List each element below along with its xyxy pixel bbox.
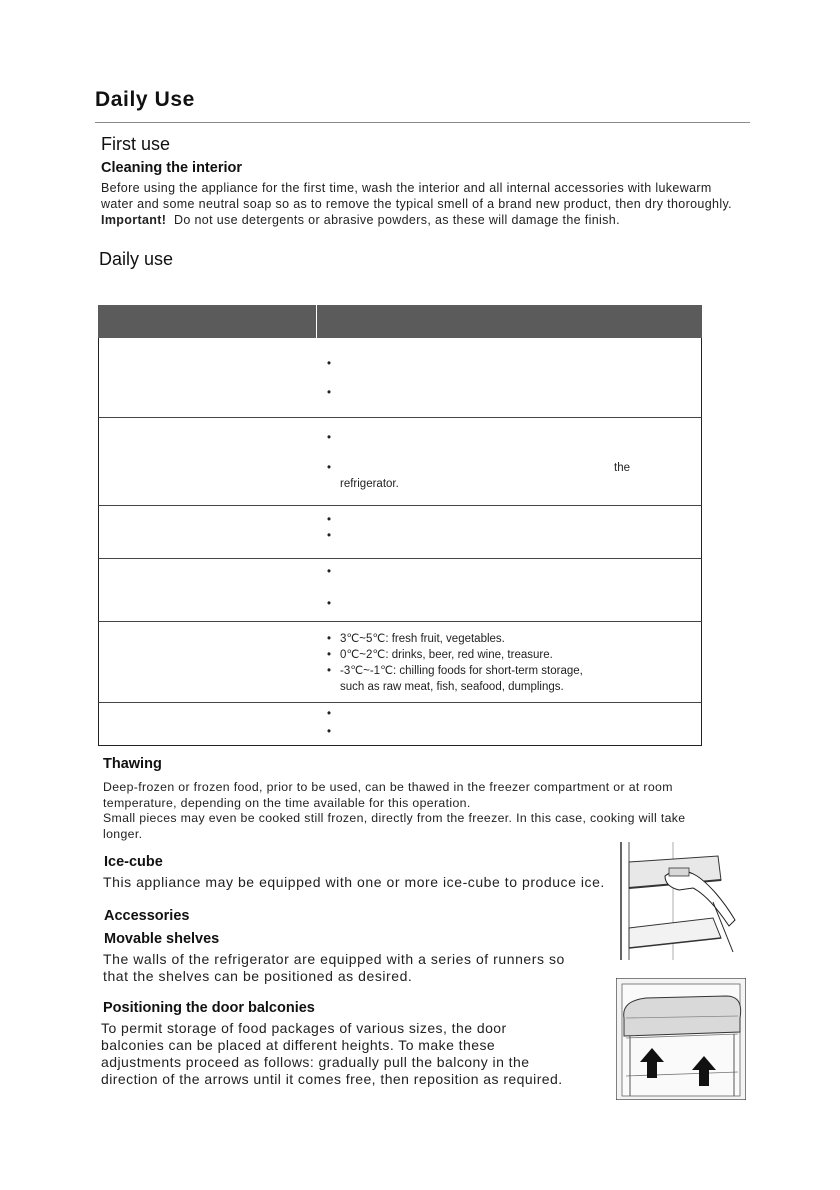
door-balcony-illustration [616, 978, 746, 1100]
table-header [98, 305, 702, 338]
bullet-dot: • [327, 726, 332, 738]
bullet-dot: • [327, 462, 332, 474]
movable-shelves-heading: Movable shelves [104, 931, 220, 947]
table-row: • • the refrigerator. [98, 418, 702, 506]
accessories-heading: Accessories [104, 908, 190, 924]
table-row [98, 559, 702, 622]
page-title: Daily Use [95, 88, 195, 111]
bullet-dot: • [327, 598, 332, 610]
cleaning-paragraph [101, 180, 761, 228]
balconies-line: To permit storage of food packages of various sizes, the door [101, 1020, 507, 1036]
ice-cube-text: This appliance may be equipped with one or more ice-cube to produce ice. [103, 874, 605, 890]
thawing-line: Small pieces may even be cooked still frozen, directly from the freezer. In this case, cooking will take [103, 811, 686, 825]
balconies-paragraph [101, 1020, 563, 1088]
cleaning-line: water and some neutral soap so as to remove the typical smell of a brand new product, then dry thoroughly. [101, 197, 732, 211]
balconies-line: direction of the arrows until it comes free, then reposition as required. [101, 1071, 563, 1087]
thawing-line: Deep-frozen or frozen food, prior to be used, can be thawed in the freezer compartment or at room [103, 780, 673, 794]
cleaning-interior-heading: Cleaning the interior [101, 160, 242, 176]
door-balconies-heading: Positioning the door balconies [103, 1000, 315, 1016]
bullet-dot: • [327, 665, 332, 677]
table-row [98, 703, 702, 746]
table-row [98, 338, 702, 418]
first-use-heading: First use [101, 134, 171, 154]
daily-use-table [98, 305, 702, 746]
shelves-line: that the shelves can be positioned as desired. [103, 968, 413, 984]
bullet-dot: • [327, 432, 332, 444]
balconies-line: balconies can be placed at different heights. To make these [101, 1037, 496, 1053]
bullet-dot: • [327, 358, 332, 370]
bullet-dot: • [327, 649, 332, 661]
bullet-dot: • [327, 708, 332, 720]
shelves-paragraph [103, 951, 565, 985]
bullet-dot: • [327, 514, 332, 526]
important-text: Do not use detergents or abrasive powders, as these will damage the finish. [173, 213, 620, 227]
table-row: • 3℃~5℃: fresh fruit, vegetables. • 0℃~2℃: drinks, beer, red wine, treasure. • -3℃~-1℃: chilling foods for short-term storage, such as raw meat, fish, seafood, dumplings. [98, 622, 702, 703]
thawing-paragraph [103, 780, 743, 842]
table-header-divider [316, 305, 317, 338]
shelves-line: The walls of the refrigerator are equipped with a series of runners so [103, 951, 565, 967]
thawing-heading: Thawing [103, 756, 162, 772]
table-row [98, 506, 702, 559]
shelf-illustration [613, 842, 743, 962]
bullet-dot: • [327, 530, 332, 542]
bullet-dot: • [327, 633, 332, 645]
title-divider [95, 122, 750, 123]
thawing-line: temperature, depending on the time available for this operation. [103, 795, 471, 810]
daily-use-heading: Daily use [99, 249, 174, 269]
important-label: Important! [101, 213, 167, 227]
balconies-line: adjustments proceed as follows: gradually pull the balcony in the [101, 1054, 530, 1070]
bullet-dot: • [327, 387, 332, 399]
thawing-line: longer. [103, 826, 143, 841]
important-note [101, 212, 761, 228]
bullet-dot: • [327, 566, 332, 578]
ice-cube-heading: Ice-cube [104, 854, 163, 870]
cleaning-line: Before using the appliance for the first time, wash the interior and all internal accessories with lukewarm [101, 181, 712, 195]
